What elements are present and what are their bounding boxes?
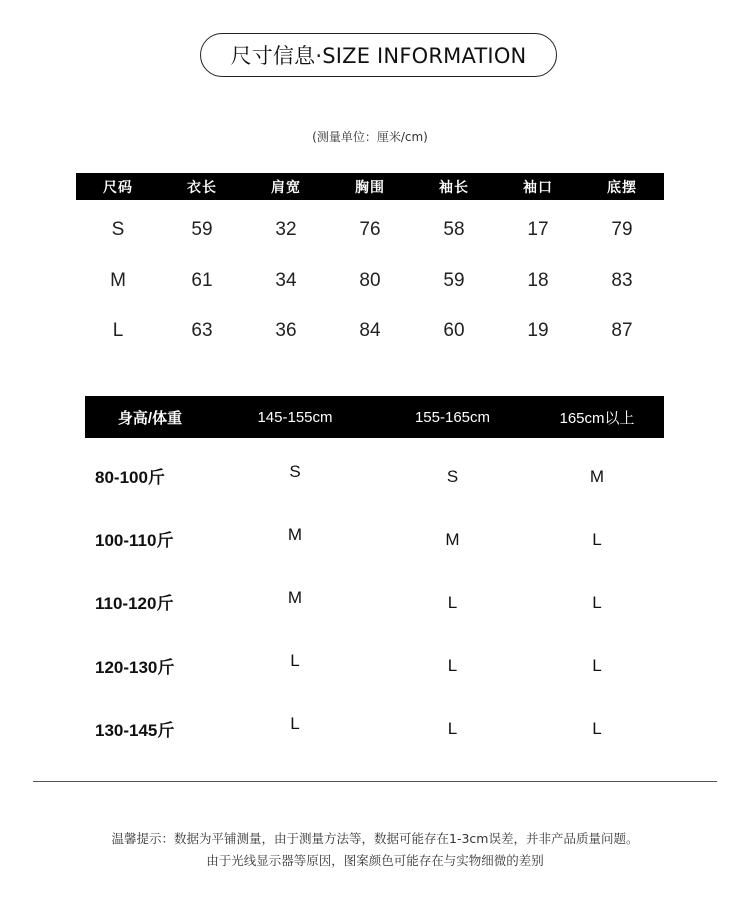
size-table (76, 173, 664, 357)
unit-note: (测量单位：厘米/cm) (312, 130, 428, 144)
table-cell: L (290, 714, 300, 734)
table-cell: L (447, 719, 458, 739)
table-cell: 34 (275, 269, 297, 291)
table-cell: 63 (191, 320, 213, 342)
table-cell: L (592, 656, 602, 676)
table-row (85, 507, 664, 570)
table-cell: 79 (611, 219, 633, 241)
recommend-header-cell: 身高/体重 (117, 409, 183, 427)
table-row (85, 634, 664, 697)
table-cell: S (446, 466, 459, 486)
table-cell: 87 (611, 320, 633, 342)
table-cell: M (287, 524, 303, 544)
table-cell: 17 (527, 219, 549, 241)
table-cell: 59 (443, 269, 465, 291)
table-cell: 61 (191, 269, 213, 291)
table-cell: 76 (359, 219, 381, 241)
size-header-cell: 衣长 (187, 179, 217, 196)
table-cell: M (287, 587, 303, 607)
table-cell: 100-110斤 (95, 531, 174, 551)
table-cell: L (112, 320, 124, 342)
recommend-header-cell: 145-155cm (257, 408, 333, 426)
table-cell: 83 (611, 269, 633, 291)
table-cell: 58 (443, 219, 465, 241)
table-row (76, 256, 664, 307)
recommend-header-cell: 165cm以上 (559, 409, 635, 427)
size-header-cell: 尺码 (103, 179, 133, 196)
table-cell: L (592, 592, 602, 612)
table-cell: 18 (527, 269, 549, 291)
table-cell: 36 (275, 320, 297, 342)
table-cell: 32 (275, 219, 297, 241)
size-header-cell: 肩宽 (271, 179, 301, 196)
table-row (85, 697, 664, 760)
table-row (76, 205, 664, 256)
table-cell: L (447, 592, 458, 612)
divider (33, 781, 717, 782)
table-cell: L (447, 656, 458, 676)
table-row (76, 306, 664, 357)
recommend-table (85, 396, 664, 760)
table-cell: 19 (527, 320, 549, 342)
size-header-cell: 袖口 (523, 179, 553, 196)
size-header-cell: 袖长 (439, 179, 469, 196)
table-cell: 80 (359, 269, 381, 291)
table-cell: 84 (359, 320, 381, 342)
table-cell: L (592, 529, 602, 549)
size-header-cell: 胸围 (355, 179, 385, 196)
table-cell: M (589, 466, 605, 486)
recommend-table-header (85, 396, 664, 438)
page-title: 尺寸信息·SIZE INFORMATION (200, 33, 557, 77)
table-cell: 80-100斤 (95, 468, 165, 488)
table-row (85, 570, 664, 633)
table-cell: L (290, 651, 300, 671)
table-cell: 59 (191, 219, 213, 241)
table-cell: 120-130斤 (95, 657, 175, 677)
table-cell: S (289, 461, 301, 481)
table-cell: S (111, 219, 125, 241)
size-header-cell: 底摆 (607, 179, 637, 196)
table-cell: 60 (443, 320, 465, 342)
table-cell: M (110, 269, 126, 291)
table-cell: L (592, 719, 602, 739)
recommend-header-cell: 155-165cm (414, 408, 491, 426)
table-cell: 110-120斤 (95, 594, 174, 614)
table-row (85, 444, 664, 507)
footer-note-2: 由于光线显示器等原因，图案颜色可能存在与实物细微的差别 (206, 853, 544, 868)
size-table-header (76, 173, 664, 200)
table-cell: M (445, 529, 460, 549)
footer-note-1: 温馨提示：数据为平铺测量，由于测量方法等，数据可能存在1-3cm误差，并非产品质量问题。 (111, 831, 639, 846)
table-cell: 130-145斤 (95, 720, 175, 740)
